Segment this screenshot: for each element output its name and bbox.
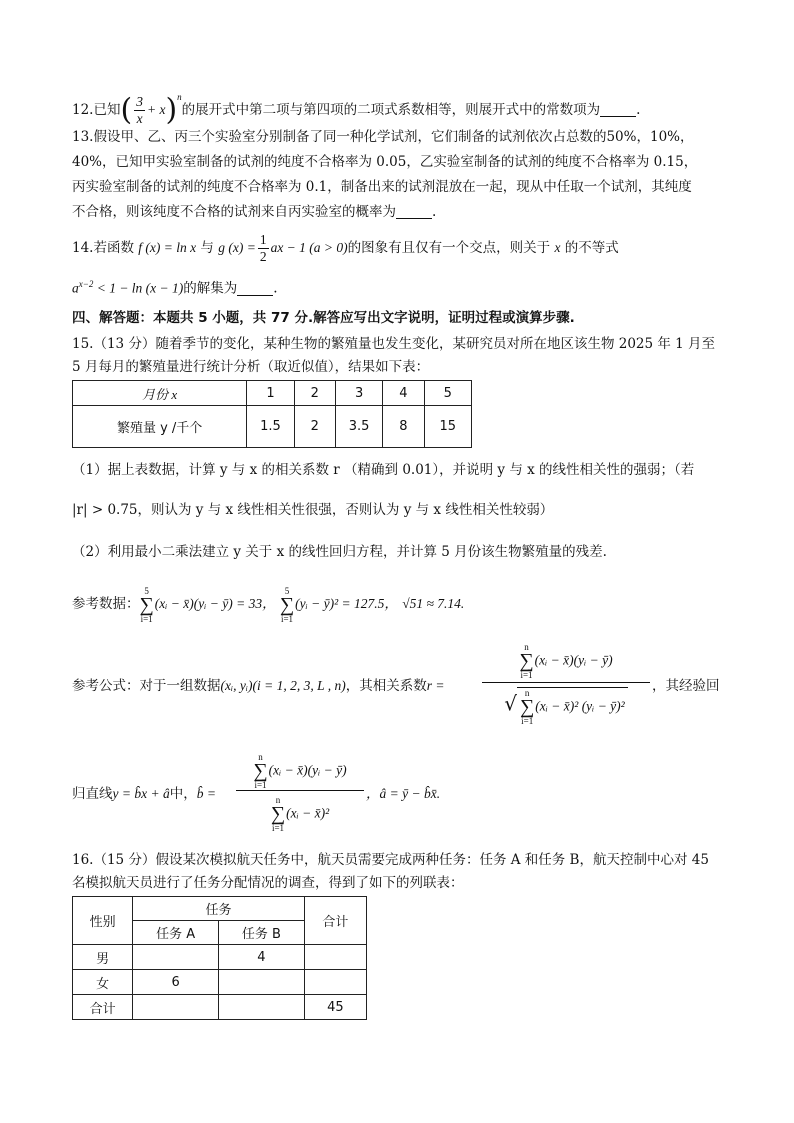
table-cell: 2 bbox=[294, 381, 335, 406]
table-header-total: 合计 bbox=[304, 897, 366, 945]
q14-ineq-base: a bbox=[72, 280, 79, 296]
q12-frac-num: 3 bbox=[136, 94, 143, 109]
q13-line-2: 40%，已知甲实验室制备的试剂的纯度不合格率为 0.05，乙实验室制备的试剂的纯度不合格率为 0.15， bbox=[72, 154, 698, 170]
b-hat-fraction bbox=[236, 752, 364, 833]
r-num-text: (xᵢ − x̄)(yᵢ − ȳ) bbox=[534, 652, 613, 668]
table-row bbox=[73, 897, 367, 921]
r-den-text: (xᵢ − x̄)² (yᵢ − ȳ)² bbox=[535, 698, 625, 714]
q12-answer-blank[interactable] bbox=[600, 102, 636, 117]
q14-end: . bbox=[273, 280, 278, 297]
table-cell: 女 bbox=[73, 970, 133, 995]
table-cell: 3 bbox=[335, 381, 382, 406]
q15-reference-data bbox=[72, 582, 734, 626]
q12-frac-den: x bbox=[136, 111, 143, 126]
q15-part-1-line-2: |r| > 0.75，则认为 y 与 x 线性相关性很强，否则认为 y 与 x 线性相关性较弱） bbox=[72, 502, 554, 518]
table-row bbox=[73, 406, 472, 448]
section-4-title: 四、解答题：本题共 5 小题，共 77 分.解答应写出文字说明，证明过程或演算步骤. bbox=[72, 310, 575, 326]
b-denominator bbox=[236, 790, 364, 833]
table-cell: 2 bbox=[294, 406, 335, 448]
table-cell[interactable] bbox=[218, 995, 304, 1020]
table-cell: 3.5 bbox=[335, 406, 382, 448]
q13-end: . bbox=[432, 204, 437, 220]
q14-suffix2: 的不等式 bbox=[564, 240, 619, 256]
q14-f-expr: f (x) = ln x bbox=[138, 240, 197, 255]
table-cell: 4 bbox=[218, 945, 304, 970]
q15-line-2: 5 月每月的繁殖量进行统计分析（取近似值），结果如下表： bbox=[72, 359, 430, 375]
question-14-line-1 bbox=[72, 230, 734, 266]
sum-symbol: n ∑ i=1 bbox=[519, 642, 534, 680]
q12-end: . bbox=[636, 102, 641, 118]
ref-formula-r: r = bbox=[426, 678, 445, 693]
q14-ineq-rest: < 1 − ln (x − 1) bbox=[93, 280, 184, 296]
table-cell: 1.5 bbox=[247, 406, 294, 448]
table-cell-header-yield: 繁殖量 y /千个 bbox=[73, 406, 247, 448]
q14-ineq-suffix: 的解集为 bbox=[183, 280, 238, 297]
q14-prefix: 14.若函数 bbox=[72, 240, 134, 256]
ref-data-label: 参考数据： bbox=[72, 596, 140, 612]
table-cell: 6 bbox=[133, 970, 219, 995]
table-row bbox=[73, 995, 367, 1020]
table-cell[interactable] bbox=[133, 995, 219, 1020]
table-header-gender: 性别 bbox=[73, 897, 133, 945]
sum-symbol: 5 ∑ i=1 bbox=[279, 585, 295, 624]
q13-answer-blank[interactable] bbox=[396, 204, 432, 219]
table-header-task-a: 任务 A bbox=[133, 921, 219, 945]
q12-prefix: 12.已知 bbox=[72, 102, 121, 118]
q15-part-1-line-1: （1）据上表数据，计算 y 与 x 的相关系数 r （精确到 0.01），并说明 y 与 x 的线性相关性的强弱；（若 bbox=[72, 462, 695, 478]
q12-suffix: 的展开式中第二项与第四项的二项式系数相等，则展开式中的常数项为 bbox=[181, 102, 601, 118]
q14-suffix: 的图象有且仅有一个交点，则关于 bbox=[347, 240, 551, 256]
ref-data-2: (yᵢ − ȳ)² = 127.5， bbox=[295, 596, 398, 611]
q13-line-3: 丙实验室制备的试剂的纯度不合格率为 0.1，制备出来的试剂混放在一起，现从中任取一个试剂，其纯度 bbox=[72, 179, 692, 195]
q14-mid: 与 bbox=[200, 240, 214, 256]
reg-line: y = b̂x + â bbox=[112, 786, 170, 801]
table-cell: 1 bbox=[247, 381, 294, 406]
ref-formula-end: ，其经验回 bbox=[652, 678, 720, 694]
b-num-text: (xᵢ − x̄)(yᵢ − ȳ) bbox=[268, 762, 347, 778]
q15-line-1: 15.（13 分）随着季节的变化，某种生物的繁殖量也发生变化，某研究员对所在地区该生物 2025 年 1 月至 bbox=[72, 336, 716, 352]
q12-plus-x: + x bbox=[146, 102, 166, 117]
q13-line-4 bbox=[72, 202, 734, 222]
q14-half-fraction bbox=[258, 232, 269, 265]
table-cell: 15 bbox=[424, 406, 471, 448]
table-header-task: 任务 bbox=[133, 897, 305, 921]
q13-line-4-text: 不合格，则该纯度不合格的试剂来自丙实验室的概率为 bbox=[72, 204, 396, 220]
q16-line-2: 名模拟航天员进行了任务分配情况的调查，得到了如下的列联表： bbox=[72, 875, 464, 891]
q16-contingency-table bbox=[72, 896, 367, 1020]
table-row bbox=[73, 970, 367, 995]
table-cell: 45 bbox=[304, 995, 366, 1020]
sum-symbol: n ∑ i=1 bbox=[520, 688, 535, 726]
table-cell: 男 bbox=[73, 945, 133, 970]
question-12: 12.已知( $\frac{3}{x}$ + x)$^n$的展开式中第二项与第四项的二项式系数相等，则展开式中的常数项为 . bbox=[72, 92, 641, 128]
b-numerator bbox=[236, 752, 364, 790]
reg-prefix: 归直线 bbox=[72, 786, 113, 802]
table-cell[interactable] bbox=[133, 945, 219, 970]
sum-symbol: n ∑ i=1 bbox=[253, 752, 268, 790]
ref-formula-mid: ，其相关系数 bbox=[345, 678, 427, 694]
q14-answer-blank[interactable] bbox=[237, 281, 273, 296]
table-cell: 合计 bbox=[73, 995, 133, 1020]
table-cell[interactable] bbox=[304, 945, 366, 970]
q15-data-table bbox=[72, 380, 472, 448]
q12-fraction bbox=[134, 94, 145, 127]
ref-data-1: (xᵢ − x̄)(yᵢ − ȳ) = 33， bbox=[154, 596, 276, 611]
q12-power: n bbox=[177, 92, 182, 102]
ref-formula-data: (xᵢ, yᵢ)(i = 1, 2, 3, L , n) bbox=[220, 678, 346, 693]
q15-part-2: （2）利用最小二乘法建立 y 关于 x 的线性回归方程，并计算 5 月份该生物繁殖量的残差. bbox=[72, 544, 607, 560]
sum-symbol: 5 ∑ i=1 bbox=[139, 585, 154, 624]
a-hat-formula: ，â = ȳ − b̂x̄. bbox=[366, 786, 441, 801]
reg-mid: 中， bbox=[169, 786, 197, 802]
q14-frac-num: 1 bbox=[259, 232, 267, 247]
table-cell: 5 bbox=[424, 381, 471, 406]
ref-data-3: √51 ≈ 7.14. bbox=[402, 596, 465, 611]
q14-x-var: x bbox=[554, 240, 561, 255]
b-hat-label: b̂ = bbox=[196, 786, 216, 801]
question-14-line-2 bbox=[72, 274, 734, 299]
r-numerator bbox=[482, 642, 650, 680]
q16-line-1: 16.（15 分）假设某次模拟航天任务中，航天员需要完成两种任务：任务 A 和任务 B，航天控制中心对 45 bbox=[72, 852, 709, 868]
q14-frac-den: 2 bbox=[259, 249, 267, 264]
table-cell: 4 bbox=[383, 381, 424, 406]
q13-line-1: 13.假设甲、乙、丙三个实验室分别制备了同一种化学试剂，它们制备的试剂依次占总数的50%，10%， bbox=[72, 129, 694, 145]
ref-formula-label: 参考公式：对于一组数据 bbox=[72, 678, 221, 694]
table-cell-header-month: 月份 x bbox=[73, 381, 247, 406]
r-formula-fraction bbox=[482, 642, 650, 726]
b-den-text: (xᵢ − x̄)² bbox=[286, 805, 330, 821]
q14-ineq-exp: x−2 bbox=[78, 279, 94, 289]
r-denominator: √ n ∑ i=1 (xᵢ − x̄)² (yᵢ − ȳ)² bbox=[482, 682, 650, 726]
q14-g-left: g (x) = bbox=[218, 240, 256, 255]
sum-symbol: n ∑ i=1 bbox=[270, 795, 286, 833]
table-cell[interactable] bbox=[304, 970, 366, 995]
table-cell[interactable] bbox=[218, 970, 304, 995]
table-cell: 8 bbox=[383, 406, 424, 448]
table-header-task-b: 任务 B bbox=[218, 921, 304, 945]
table-row bbox=[73, 381, 472, 406]
table-row bbox=[73, 945, 367, 970]
q14-g-right: ax − 1 (a > 0) bbox=[270, 240, 348, 255]
